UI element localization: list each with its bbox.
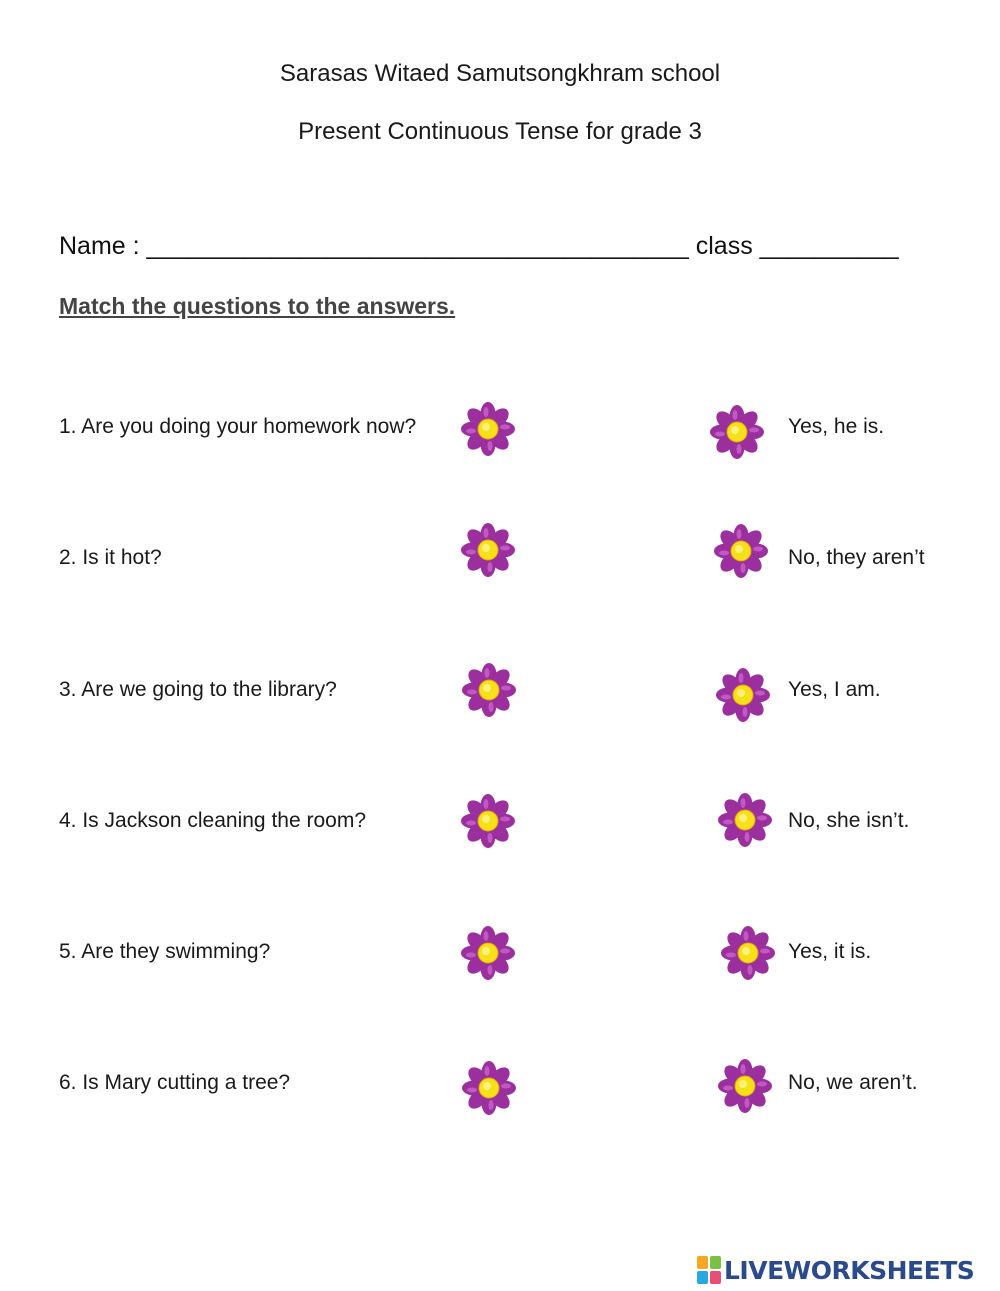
question-2: 2. Is it hot? [59,546,162,569]
liveworksheets-logo-icon [697,1256,721,1284]
school-name: Sarasas Witaed Samutsongkhram school [279,60,721,87]
flower-icon[interactable] [460,522,516,578]
flower-icon[interactable] [461,662,517,718]
flower-icon[interactable] [715,667,771,723]
flower-icon[interactable] [709,404,765,460]
flower-icon[interactable] [460,925,516,981]
question-3: 3. Are we going to the library? [59,678,337,701]
answer-4: No, she isn’t. [788,809,910,832]
flower-icon[interactable] [717,1058,773,1114]
class-label: class [695,232,753,260]
name-field[interactable]: _______________________________________ [146,232,689,260]
question-1: 1. Are you doing your homework now? [59,415,417,438]
class-field[interactable]: __________ [759,232,899,260]
question-4: 4. Is Jackson cleaning the room? [59,809,367,832]
answer-3: Yes, I am. [788,678,881,701]
answer-5: Yes, it is. [788,940,872,963]
flower-icon[interactable] [461,1060,517,1116]
flower-icon[interactable] [720,925,776,981]
question-5: 5. Are they swimming? [59,940,271,963]
flower-icon[interactable] [713,523,769,579]
student-info-row [59,232,899,261]
flower-icon[interactable] [717,792,773,848]
name-label: Name : [59,232,140,260]
flower-icon[interactable] [460,793,516,849]
liveworksheets-brand[interactable] [697,1254,974,1286]
flower-icon[interactable] [460,401,516,457]
worksheet-title: Present Continuous Tense for grade 3 [298,118,702,145]
instruction-heading: Match the questions to the answers. [59,293,456,319]
question-6: 6. Is Mary cutting a tree? [59,1071,291,1094]
liveworksheets-wordmark: LIVEWORKSHEETS [724,1255,975,1285]
answer-6: No, we aren’t. [788,1071,918,1094]
answer-1: Yes, he is. [788,415,885,438]
answer-2: No, they aren’t [788,546,925,569]
